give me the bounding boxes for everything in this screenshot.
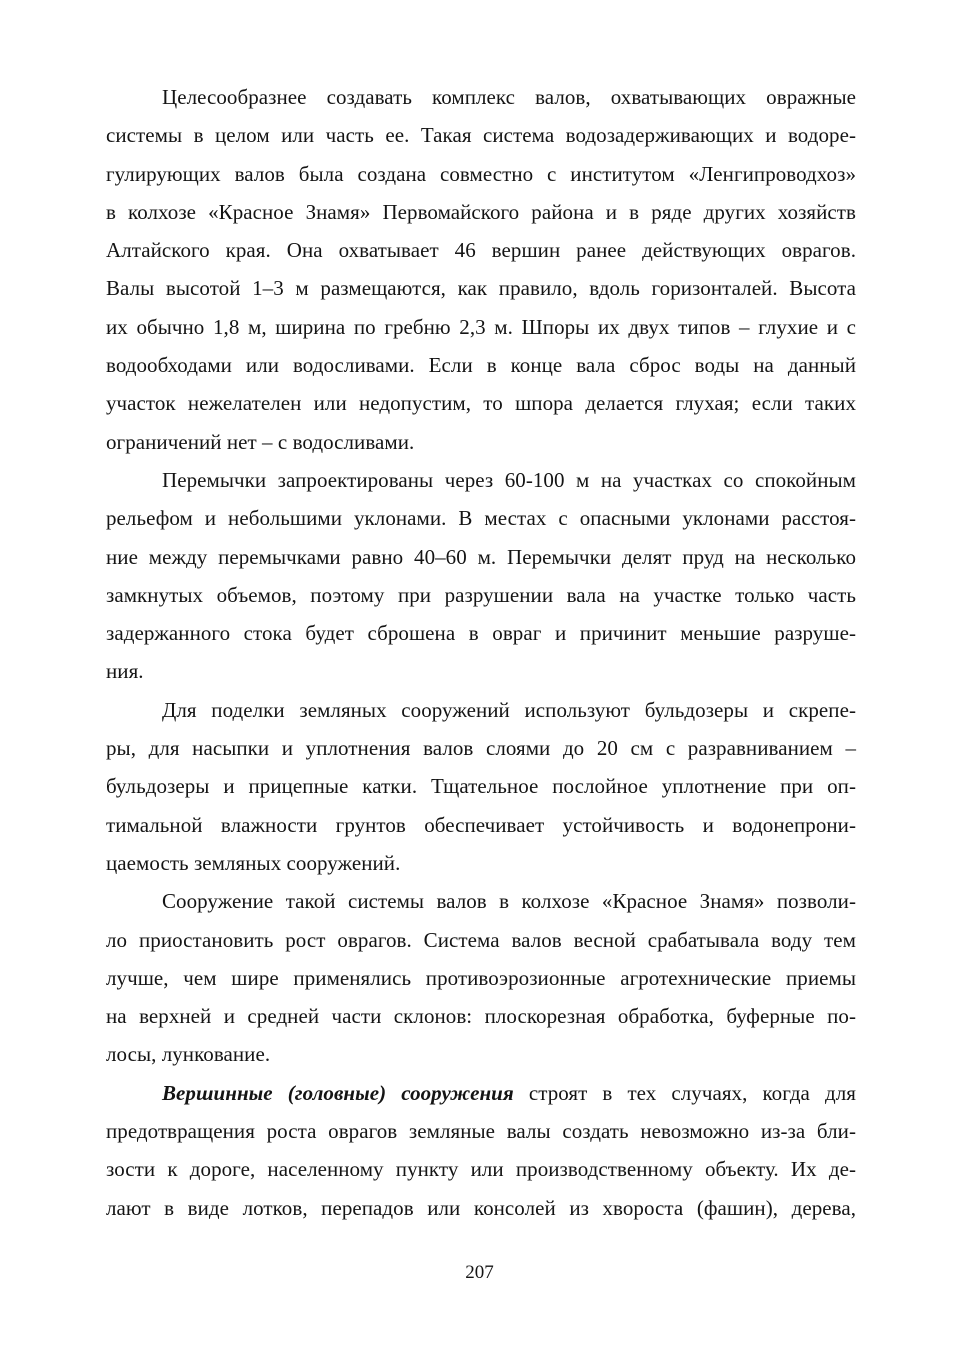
text-line: системы в целом или часть ее. Такая система водозадерживающих и водоре- [106,123,856,148]
text-line: на верхней и средней части склонов: плоскорезная обработка, буферные по- [106,1004,856,1029]
paragraph-5 [106,1074,856,1227]
paragraph-3 [106,691,856,882]
text-line: ло приостановить рост оврагов. Система валов весной срабатывала воду тем [106,927,856,952]
text-line [106,1074,856,1112]
text-line: ограничений нет – с водосливами. [106,429,415,454]
text-line: в колхозе «Красное Знамя» Первомайского района и в ряде других хозяйств [106,199,856,224]
text-line: Целесообразнее создавать комплекс валов, охватывающих овражные [162,85,856,109]
text-line: водообходами или водосливами. Если в конце вала сброс воды на данный [106,353,856,378]
text-line: их обычно 1,8 м, ширина по гребню 2,3 м. Шпоры их двух типов – глухие и с [106,314,856,339]
paragraph-1 [106,78,856,461]
text-line: зости к дороге, населенному пункту или производственному объекту. Их де- [106,1157,856,1182]
text-line: замкнутых объемов, поэтому при разрушении вала на участке только часть [106,582,856,607]
text-line: лучше, чем шире применялись противоэрозионные агротехнические приемы [106,965,856,990]
text-line: Для поделки земляных сооружений используют бульдозеры и скрепе- [162,697,856,722]
text-line: тимальной влажности грунтов обеспечивает устойчивость и водонепрони- [106,812,856,837]
text-line: Алтайского края. Она охватывает 46 вершин ранее действующих оврагов. [106,238,856,263]
text-line: предотвращения роста оврагов земляные валы создать невозможно из-за бли- [106,1119,856,1144]
emphasized-term: Вершинные (головные) сооружения [162,1080,514,1105]
text-line: бульдозеры и прицепные катки. Тщательное послойное уплотнение при оп- [106,774,856,799]
text-line: цаемость земляных сооружений. [106,850,401,875]
text-line: Сооружение такой системы валов в колхозе «Красное Знамя» позволи- [162,889,856,914]
page-number: 207 [465,1262,494,1283]
text-line: задержанного стока будет сброшена в овраг и причинит меньшие разруше- [106,621,856,646]
text-line: ние между перемычками равно 40–60 м. Перемычки делят пруд на несколько [106,544,856,569]
paragraph-4 [106,882,856,1073]
text-line: рельефом и небольшими уклонами. В местах с опасными уклонами расстоя- [106,506,856,531]
text-line: Перемычки запроектированы через 60-100 м на участках со спокойным [162,467,856,492]
text-line: лосы, лункование. [106,1042,271,1067]
text-fragment: строят в тех случаях, когда для [528,1080,856,1105]
text-line: ры, для насыпки и уплотнения валов слоями до 20 см с разравниванием – [106,736,856,761]
text-line: участок нежелателен или недопустим, то шпора делается глухая; если таких [106,391,856,416]
text-line: Валы высотой 1–3 м размещаются, как правило, вдоль горизонталей. Высота [106,276,856,301]
text-line: ния. [106,659,144,684]
paragraph-2 [106,461,856,691]
text-line: гулирующих валов была создана совместно с институтом «Ленгипроводхоз» [106,161,856,186]
text-line: лают в виде лотков, перепадов или консолей из хвороста (фашин), дерева, [106,1195,856,1220]
body-text [106,78,856,1227]
